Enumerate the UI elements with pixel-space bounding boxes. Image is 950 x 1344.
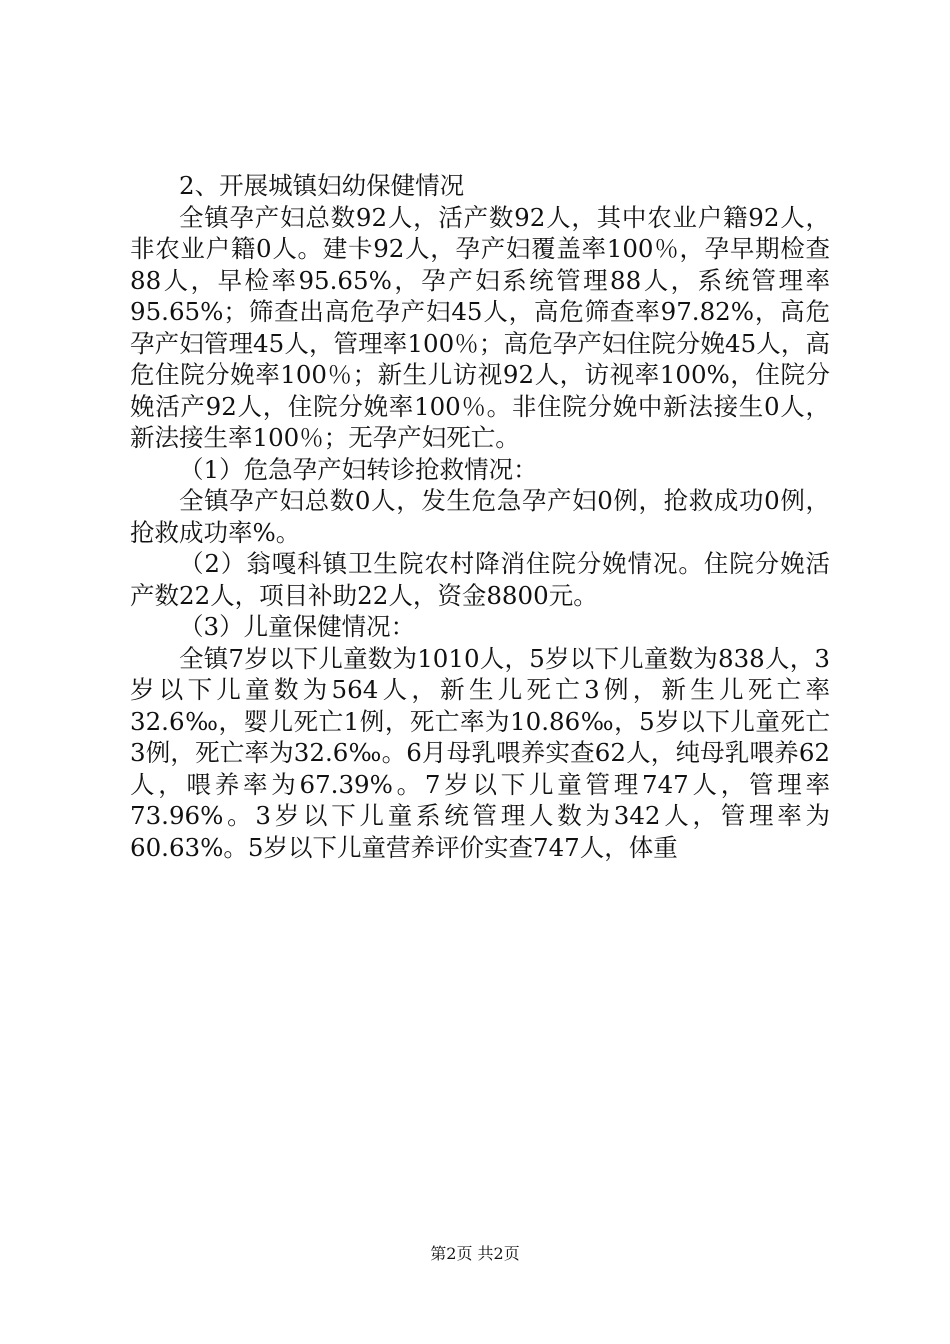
section-heading: 2、开展城镇妇幼保健情况: [179, 171, 465, 200]
paragraph-child-health: 全镇7岁以下儿童数为1010人，5岁以下儿童数为838人，3岁以下儿童数为564人，新生儿死亡3例，新生儿死亡率32.6‰，婴儿死亡1例，死亡率为10.86‰，5岁以下儿童死亡3例，死亡率为32.6‰。6月母乳喂养实查62人，纯母乳喂养62人，喂养率为67.39%。7岁以下儿童管理747人，管理率73.96%。3岁以下儿童系统管理人数为342人，管理率为60.63%。5岁以下儿童营养评价实查747人，体重: [130, 643, 830, 862]
paragraph-maternal-stats: 全镇孕产妇总数92人，活产数92人，其中农业户籍92人，非农业户籍0人。建卡92人，孕产妇覆盖率100％，孕早期检查88人，早检率95.65%，孕产妇系统管理88人，系统管理率95.65%；筛查出高危孕产妇45人，高危筛查率97.82%，高危孕产妇管理45人，管理率100％；高危孕产妇住院分娩45人，高危住院分娩率100％；新生儿访视92人，访视率100%，住院分娩活产92人，住院分娩率100％。非住院分娩中新法接生0人，新法接生率100％；无孕产妇死亡。: [130, 202, 830, 452]
paragraph-hospital-delivery: （2）翁嘎科镇卫生院农村降消住院分娩情况。住院分娩活产数22人，项目补助22人，资金8800元。: [130, 549, 830, 610]
subheading-child-health: （3）儿童保健情况：: [179, 612, 416, 641]
document-body: [130, 170, 830, 863]
page-number-footer: 第2页 共2页: [430, 1244, 520, 1263]
paragraph-emergency-rescue: 全镇孕产妇总数0人，发生危急孕产妇0例，抢救成功0例，抢救成功率%。: [130, 486, 830, 547]
subheading-emergency-rescue: （1）危急孕产妇转诊抢救情况：: [179, 454, 538, 484]
